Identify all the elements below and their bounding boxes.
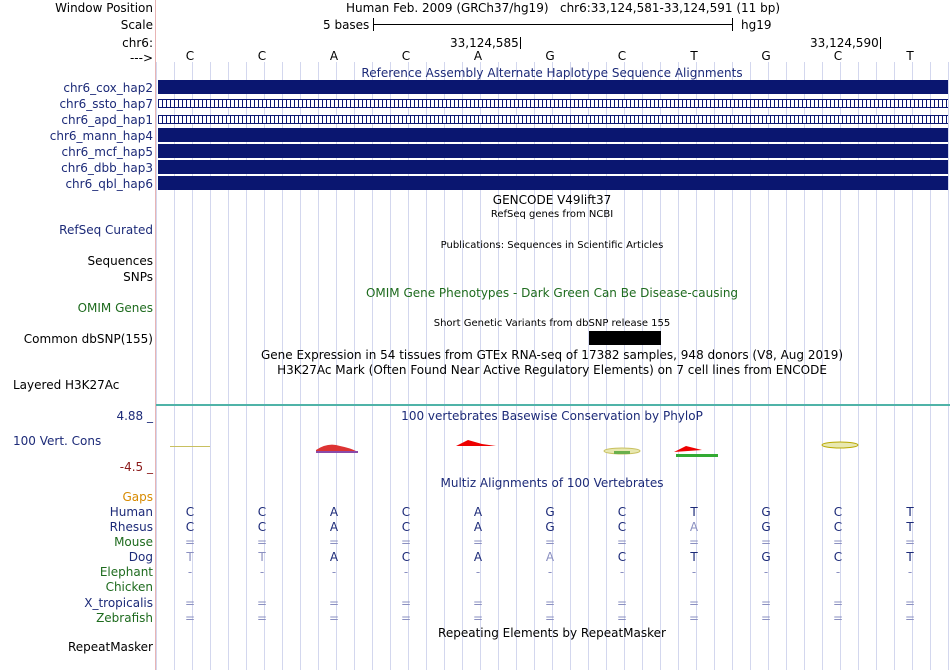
gencode-track-title: GENCODE V49lift37: [492, 193, 612, 207]
alignment-base: =: [832, 596, 844, 610]
haplotype-label[interactable]: chr6_mcf_hap5: [61, 145, 153, 159]
alignment-base: =: [904, 535, 916, 549]
alignment-base: C: [257, 520, 267, 534]
cons-max-label: 4.88 _: [116, 409, 153, 423]
alignment-base: =: [328, 596, 340, 610]
alignment-base: =: [760, 596, 772, 610]
position-text: chr6:33,124,581-33,124,591 (11 bp): [559, 1, 781, 15]
alignment-base: C: [401, 505, 411, 519]
alignment-base: A: [473, 505, 483, 519]
haplotype-label[interactable]: chr6_cox_hap2: [63, 81, 153, 95]
window-position-label: Window Position: [55, 1, 153, 15]
alignment-base: -: [691, 565, 697, 579]
scale-bar: [373, 18, 733, 31]
species-label: Rhesus: [109, 520, 153, 534]
cons-min-label: -4.5 _: [119, 460, 153, 474]
alignment-base: -: [763, 565, 769, 579]
cons-track-label[interactable]: 100 Vert. Cons: [13, 434, 102, 448]
reference-base: T: [906, 49, 914, 63]
species-label: Dog: [128, 550, 153, 564]
alt-haplo-track-title: Reference Assembly Alternate Haplotype Sequence Alignments: [361, 66, 743, 80]
reference-base: A: [329, 49, 339, 63]
reference-base: C: [257, 49, 267, 63]
multiz-track-title: Multiz Alignments of 100 Vertebrates: [440, 476, 664, 490]
alignment-base: =: [760, 535, 772, 549]
reference-base: C: [617, 49, 627, 63]
haplotype-alignment-bar[interactable]: [158, 115, 948, 124]
assembly-title: Human Feb. 2009 (GRCh37/hg19) chr6:33,124,581-33,124,591 (11 bp): [346, 1, 781, 15]
alignment-base: =: [832, 611, 844, 625]
haplotype-label[interactable]: chr6_apd_hap1: [61, 113, 153, 127]
alignment-base: C: [257, 505, 267, 519]
h3k27ac-track-title: H3K27Ac Mark (Often Found Near Active Regulatory Elements) on 7 cell lines from ENCODE: [277, 363, 827, 377]
alignment-base: =: [400, 535, 412, 549]
alignment-base: =: [400, 596, 412, 610]
alignment-base: =: [328, 611, 340, 625]
alignment-base: A: [329, 505, 339, 519]
scale-label: Scale: [120, 18, 153, 32]
scale-text: 5 bases: [323, 18, 370, 32]
reference-base: A: [473, 49, 483, 63]
alignment-base: -: [547, 565, 553, 579]
alignment-base: =: [616, 535, 628, 549]
alignment-base: =: [832, 535, 844, 549]
omim-track-title: OMIM Gene Phenotypes - Dark Green Can Be Disease-causing: [365, 286, 739, 300]
gtex-track-title: Gene Expression in 54 tissues from GTEx RNA-seq of 17382 samples, 948 donors (V8, Aug 2019): [260, 348, 844, 362]
conservation-track-title: 100 vertebrates Basewise Conservation by PhyloP: [401, 409, 703, 423]
alignment-base: T: [690, 505, 698, 519]
alignment-base: C: [617, 505, 627, 519]
alignment-base: =: [616, 611, 628, 625]
haplotype-alignment-bar[interactable]: [158, 176, 948, 190]
alignment-base: -: [403, 565, 409, 579]
dbsnp-track-label[interactable]: Common dbSNP(155): [23, 332, 153, 346]
alignment-base: T: [906, 550, 914, 564]
gaps-label: Gaps: [122, 490, 153, 504]
species-label: Mouse: [114, 535, 153, 549]
alignment-base: A: [329, 550, 339, 564]
dbsnp-variant-feature[interactable]: [589, 331, 661, 345]
alignment-base: T: [258, 550, 266, 564]
alignment-base: =: [472, 611, 484, 625]
alignment-base: C: [833, 520, 843, 534]
alignment-base: A: [473, 520, 483, 534]
omim-track-label[interactable]: OMIM Genes: [77, 301, 153, 315]
alignment-base: =: [904, 611, 916, 625]
refseq-track-label[interactable]: RefSeq Curated: [59, 223, 153, 237]
alignment-base: =: [472, 535, 484, 549]
alignment-base: C: [401, 520, 411, 534]
alignment-base: =: [472, 596, 484, 610]
alignment-base: T: [906, 520, 914, 534]
haplotype-label[interactable]: chr6_ssto_hap7: [59, 97, 153, 111]
haplotype-alignment-bar[interactable]: [158, 80, 948, 94]
alignment-base: T: [186, 550, 194, 564]
alignment-base: C: [833, 505, 843, 519]
alignment-base: A: [689, 520, 699, 534]
alignment-base: A: [473, 550, 483, 564]
alignment-base: =: [184, 596, 196, 610]
alignment-base: -: [187, 565, 193, 579]
alignment-base: =: [256, 611, 268, 625]
sequences-track-label[interactable]: Sequences: [87, 254, 153, 268]
alignment-base: T: [690, 550, 698, 564]
alignment-base: C: [617, 550, 627, 564]
reference-base: C: [833, 49, 843, 63]
alignment-base: =: [760, 611, 772, 625]
snps-track-label[interactable]: SNPs: [123, 270, 153, 284]
alignment-base: -: [835, 565, 841, 579]
repeatmasker-track-label[interactable]: RepeatMasker: [67, 640, 153, 654]
publications-track-title: Publications: Sequences in Scientific Articles: [440, 240, 664, 251]
alignment-base: C: [617, 520, 627, 534]
alignment-base: =: [256, 535, 268, 549]
alignment-base: A: [329, 520, 339, 534]
reference-base: C: [185, 49, 195, 63]
track-labels-panel: [0, 0, 156, 670]
haplotype-label[interactable]: chr6_qbl_hap6: [65, 177, 153, 191]
alignment-base: -: [619, 565, 625, 579]
alignment-base: =: [544, 611, 556, 625]
reference-base: T: [690, 49, 698, 63]
conservation-baseline: [156, 404, 950, 406]
dbsnp-track-title: Short Genetic Variants from dbSNP release 155: [433, 318, 671, 329]
haplotype-alignment-bar[interactable]: [158, 144, 948, 158]
alignment-base: C: [401, 550, 411, 564]
alignment-base: -: [475, 565, 481, 579]
alignment-base: =: [184, 535, 196, 549]
alignment-base: T: [906, 505, 914, 519]
alignment-base: =: [904, 596, 916, 610]
refseq-track-title: RefSeq genes from NCBI: [490, 209, 614, 220]
repeatmasker-track-title: Repeating Elements by RepeatMasker: [438, 626, 666, 640]
alignment-base: =: [544, 535, 556, 549]
reference-base: C: [401, 49, 411, 63]
strand-label: --->: [129, 51, 153, 65]
alignment-base: G: [761, 550, 771, 564]
alignment-base: C: [185, 520, 195, 534]
alignment-base: =: [400, 611, 412, 625]
species-label: X_tropicalis: [84, 596, 153, 610]
alignment-base: C: [185, 505, 195, 519]
haplotype-alignment-bar[interactable]: [158, 160, 948, 174]
alignment-base: =: [328, 535, 340, 549]
alignment-base: =: [616, 596, 628, 610]
species-label: Zebrafish: [96, 611, 153, 625]
scale-db: hg19: [741, 18, 772, 32]
species-label: Elephant: [99, 565, 153, 579]
haplotype-label[interactable]: chr6_dbb_hap3: [61, 161, 153, 175]
haplotype-alignment-bar[interactable]: [158, 128, 948, 142]
alignment-base: -: [259, 565, 265, 579]
alignment-base: =: [256, 596, 268, 610]
conservation-logos: [156, 432, 950, 472]
reference-base: G: [761, 49, 771, 63]
species-label: Chicken: [105, 580, 153, 594]
alignment-base: G: [761, 520, 771, 534]
haplotype-label[interactable]: chr6_mann_hap4: [49, 129, 153, 143]
h3k27ac-track-label[interactable]: Layered H3K27Ac: [13, 378, 120, 392]
alignment-base: -: [907, 565, 913, 579]
alignment-base: -: [331, 565, 337, 579]
chrom-label: chr6:: [122, 36, 153, 50]
alignment-base: A: [545, 550, 555, 564]
haplotype-alignment-bar[interactable]: [158, 99, 948, 108]
alignment-base: =: [544, 596, 556, 610]
alignment-base: =: [184, 611, 196, 625]
coordinate-tick: 33,124,585: [450, 36, 519, 50]
alignment-base: G: [545, 520, 555, 534]
reference-base: G: [545, 49, 555, 63]
alignment-base: =: [688, 611, 700, 625]
alignment-base: C: [833, 550, 843, 564]
coordinate-tick: 33,124,590: [810, 36, 879, 50]
species-label: Human: [109, 505, 153, 519]
alignment-base: =: [688, 596, 700, 610]
alignment-base: =: [688, 535, 700, 549]
alignment-base: G: [545, 505, 555, 519]
alignment-base: G: [761, 505, 771, 519]
